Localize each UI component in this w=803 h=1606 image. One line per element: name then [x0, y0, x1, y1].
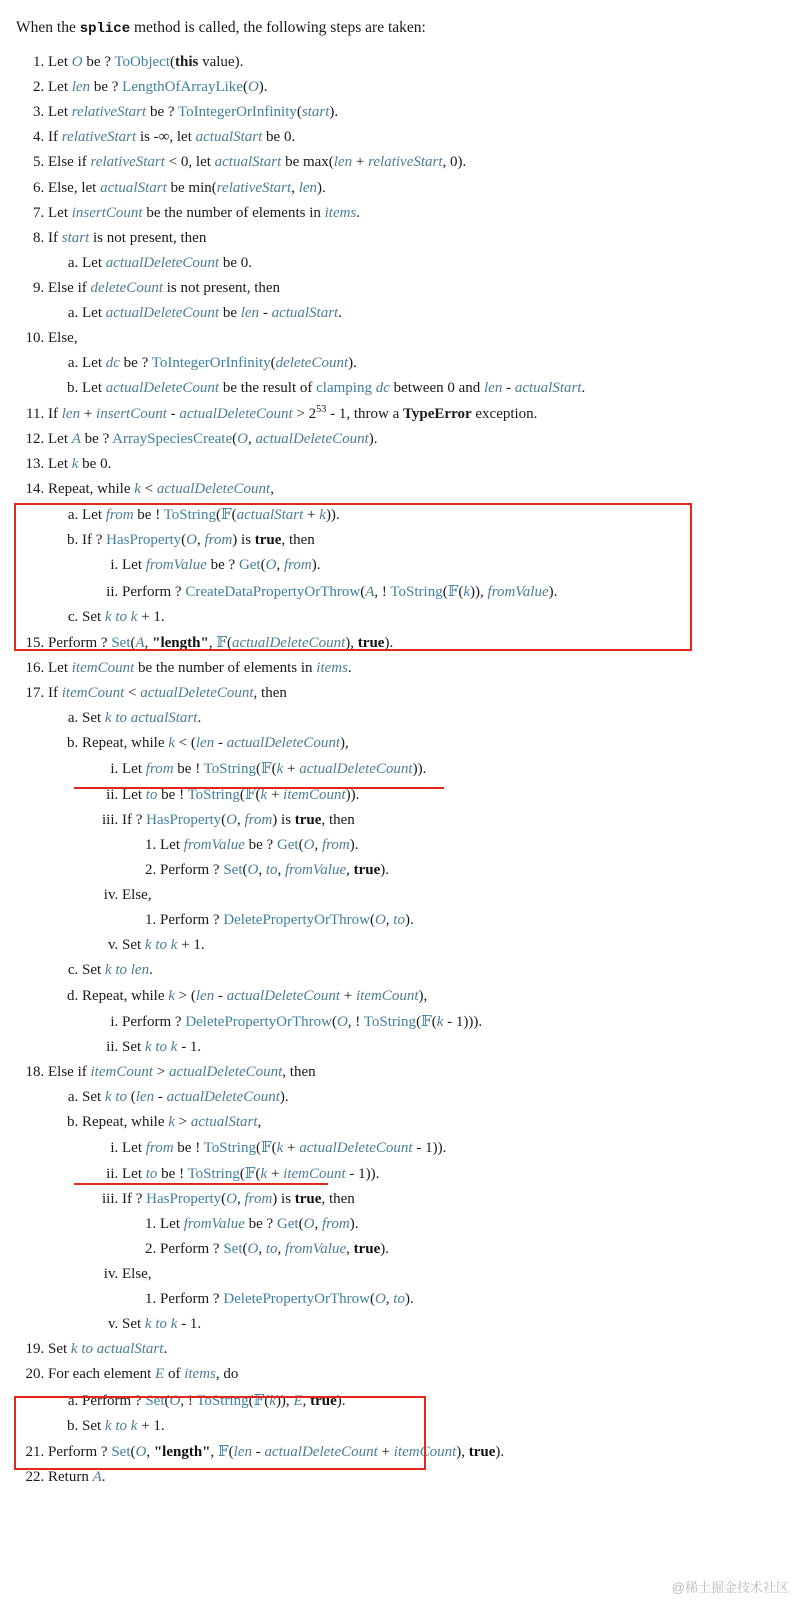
substep-list-3	[122, 1287, 803, 1312]
substep-item	[160, 1212, 803, 1237]
substep-item	[122, 1135, 803, 1161]
substep-item	[122, 1312, 803, 1337]
step-text: iii. If ? HasProperty(O, from) is true, then	[122, 1191, 355, 1207]
step-text: 1. Let O be ? ToObject(this value).	[48, 54, 244, 71]
step-item	[48, 1465, 803, 1490]
step-item	[48, 629, 803, 655]
step-text: v. Set k to k - 1.	[122, 1316, 202, 1333]
substep-item	[82, 251, 803, 276]
step-text: iv. Else,	[122, 1266, 152, 1283]
step-text: b. Repeat, while k < (len - actualDeleteCount),	[82, 734, 349, 751]
substep-item	[122, 1262, 803, 1312]
substep-item	[82, 1387, 803, 1413]
intro-text-before: When the	[16, 19, 80, 36]
step-text: 7. Let insertCount be the number of elements in items.	[48, 204, 361, 221]
substep-list-1	[48, 502, 803, 629]
step-text: 1. Let fromValue be ? Get(O, from).	[160, 1216, 359, 1233]
step-text: 1. Let fromValue be ? Get(O, from).	[160, 837, 359, 854]
substep-item	[82, 1413, 803, 1438]
substep-list-2	[82, 1135, 803, 1338]
substep-item	[160, 908, 803, 933]
step-text: 16. Let itemCount be the number of elements in items.	[48, 659, 352, 676]
substep-list-1	[48, 1085, 803, 1338]
substep-item	[160, 1237, 803, 1262]
substep-item	[82, 301, 803, 326]
substep-item	[122, 553, 803, 578]
substep-item	[82, 376, 803, 401]
step-text: 22. Return A.	[48, 1468, 106, 1485]
substep-item	[82, 706, 803, 731]
step-text: a. Let dc be ? ToIntegerOrInfinity(deleteCount).	[82, 354, 357, 371]
step-text: b. If ? HasProperty(O, from) is true, then	[82, 532, 315, 549]
step-text: 18. Else if itemCount > actualDeleteCount, then	[48, 1063, 316, 1080]
step-text: 1. Perform ? DeletePropertyOrThrow(O, to).	[160, 1291, 414, 1308]
step-text: b. Let actualDeleteCount be the result of clamping dc between 0 and len - actualStart.	[82, 380, 586, 396]
step-text: iv. Else,	[122, 887, 152, 904]
step-item	[48, 326, 803, 401]
step-text: d. Repeat, while k > (len - actualDeleteCount + itemCount),	[82, 987, 428, 1004]
step-text: c. Set k to k + 1.	[82, 608, 165, 625]
substep-list-2	[82, 1008, 803, 1059]
step-text: a. Perform ? Set(O, ! ToString(𝔽(k)), E, true).	[82, 1390, 346, 1409]
step-item	[48, 427, 803, 452]
step-text: 21. Perform ? Set(O, "length", 𝔽(len - actualDeleteCount + itemCount), true).	[48, 1441, 505, 1460]
step-text: 12. Let A be ? ArraySpeciesCreate(O, actualDeleteCount).	[48, 431, 378, 448]
step-text: 8. If start is not present, then	[48, 229, 207, 246]
step-text: i. Let fromValue be ? Get(O, from).	[122, 557, 321, 574]
substep-item	[122, 808, 803, 883]
substep-list-2	[82, 553, 803, 604]
substep-item	[160, 858, 803, 883]
step-item	[48, 125, 803, 150]
step-item	[48, 681, 803, 1060]
step-text: a. Set k to (len - actualDeleteCount).	[82, 1088, 289, 1105]
step-text: 19. Set k to actualStart.	[48, 1341, 168, 1358]
step-text: v. Set k to k + 1.	[122, 937, 205, 954]
step-text: 4. If relativeStart is -∞, let actualStart be 0.	[48, 129, 296, 146]
step-text: i. Perform ? DeletePropertyOrThrow(O, ! ToString(𝔽(k - 1))).	[122, 1011, 483, 1030]
step-text: ii. Let to be ! ToString(𝔽(k + itemCount - 1)).	[122, 1163, 380, 1182]
intro-text-after: method is called, the following steps are taken:	[130, 19, 426, 36]
substep-item	[82, 958, 803, 983]
method-name-code: splice	[79, 21, 131, 37]
substep-list-1	[48, 251, 803, 276]
substep-list-1	[48, 706, 803, 1060]
substep-list-2	[82, 756, 803, 959]
step-text: b. Set k to k + 1.	[82, 1417, 165, 1434]
substep-item	[122, 1161, 803, 1187]
step-text: 17. If itemCount < actualDeleteCount, then	[48, 684, 287, 701]
step-item	[48, 477, 803, 629]
step-text: ii. Set k to k - 1.	[122, 1038, 202, 1055]
step-text: ii. Let to be ! ToString(𝔽(k + itemCount)).	[122, 785, 360, 803]
step-text: 10. Else,	[48, 329, 78, 346]
substep-item	[82, 528, 803, 604]
step-text: 13. Let k be 0.	[48, 456, 112, 473]
substep-list-1	[48, 301, 803, 326]
substep-item	[82, 983, 803, 1059]
step-text: 5. Else if relativeStart < 0, let actualStart be max(len + relativeStart, 0).	[48, 154, 467, 171]
step-item	[48, 100, 803, 125]
step-list	[0, 50, 803, 1490]
substep-item	[122, 1187, 803, 1262]
step-text: b. Repeat, while k > actualStart,	[82, 1113, 262, 1130]
substep-item	[122, 883, 803, 933]
substep-list-1	[48, 1387, 803, 1438]
step-text: a. Let from be ! ToString(𝔽(actualStart + k)).	[82, 505, 340, 524]
substep-item	[82, 731, 803, 959]
substep-list-1	[48, 351, 803, 401]
step-item	[48, 50, 803, 75]
step-text: 9. Else if deleteCount is not present, then	[48, 279, 281, 296]
step-item	[48, 175, 803, 200]
substep-item	[122, 1008, 803, 1034]
step-item	[48, 150, 803, 175]
step-item	[48, 401, 803, 427]
intro-paragraph	[16, 16, 803, 40]
step-text: 14. Repeat, while k < actualDeleteCount,	[48, 481, 274, 498]
substep-item	[82, 1085, 803, 1110]
substep-item	[122, 1034, 803, 1059]
step-text: i. Let from be ! ToString(𝔽(k + actualDeleteCount - 1)).	[122, 1137, 447, 1156]
substep-item	[122, 756, 803, 782]
step-item	[48, 75, 803, 100]
step-text: 2. Perform ? Set(O, to, fromValue, true).	[160, 1241, 390, 1258]
step-text: c. Set k to len.	[82, 962, 153, 979]
substep-item	[122, 933, 803, 958]
step-text: 2. Perform ? Set(O, to, fromValue, true).	[160, 862, 390, 879]
substep-item	[82, 502, 803, 528]
substep-item	[82, 351, 803, 376]
substep-item	[122, 578, 803, 604]
substep-list-3	[122, 1212, 803, 1262]
step-text: iii. If ? HasProperty(O, from) is true, then	[122, 812, 355, 829]
algorithm-steps	[0, 50, 803, 1490]
step-item	[48, 452, 803, 477]
step-text: 3. Let relativeStart be ? ToIntegerOrInfinity(start).	[48, 104, 339, 121]
step-text: 20. For each element E of items, do	[48, 1366, 239, 1383]
step-item	[48, 1438, 803, 1464]
step-text: 15. Perform ? Set(A, "length", 𝔽(actualDeleteCount), true).	[48, 632, 394, 651]
step-text: a. Set k to actualStart.	[82, 709, 202, 726]
step-text: a. Let actualDeleteCount be 0.	[82, 254, 252, 271]
step-item	[48, 225, 803, 275]
step-text: ii. Perform ? CreateDataPropertyOrThrow(A, ! ToString(𝔽(k)), fromValue).	[122, 581, 558, 600]
step-item	[48, 1337, 803, 1362]
step-item	[48, 200, 803, 225]
substep-item	[160, 833, 803, 858]
step-item	[48, 1060, 803, 1338]
substep-item	[82, 1110, 803, 1338]
substep-item	[122, 782, 803, 808]
step-text: 2. Let len be ? LengthOfArrayLike(O).	[48, 79, 268, 96]
step-item	[48, 276, 803, 326]
step-text: a. Let actualDeleteCount be len - actualStart.	[82, 304, 342, 321]
step-text: i. Let from be ! ToString(𝔽(k + actualDeleteCount)).	[122, 758, 427, 777]
substep-item	[160, 1287, 803, 1312]
step-item	[48, 656, 803, 681]
watermark-label: @稀土掘金技术社区	[671, 1580, 789, 1595]
substep-list-3	[122, 833, 803, 883]
step-text: 6. Else, let actualStart be min(relativeStart, len).	[48, 179, 326, 196]
step-item	[48, 1362, 803, 1438]
step-text: 1. Perform ? DeletePropertyOrThrow(O, to).	[160, 912, 414, 929]
substep-list-3	[122, 908, 803, 933]
substep-item	[82, 604, 803, 629]
step-text: 11. If len + insertCount - actualDeleteCount > $2^{53} - 1$, throw a TypeError exception.	[48, 404, 538, 423]
